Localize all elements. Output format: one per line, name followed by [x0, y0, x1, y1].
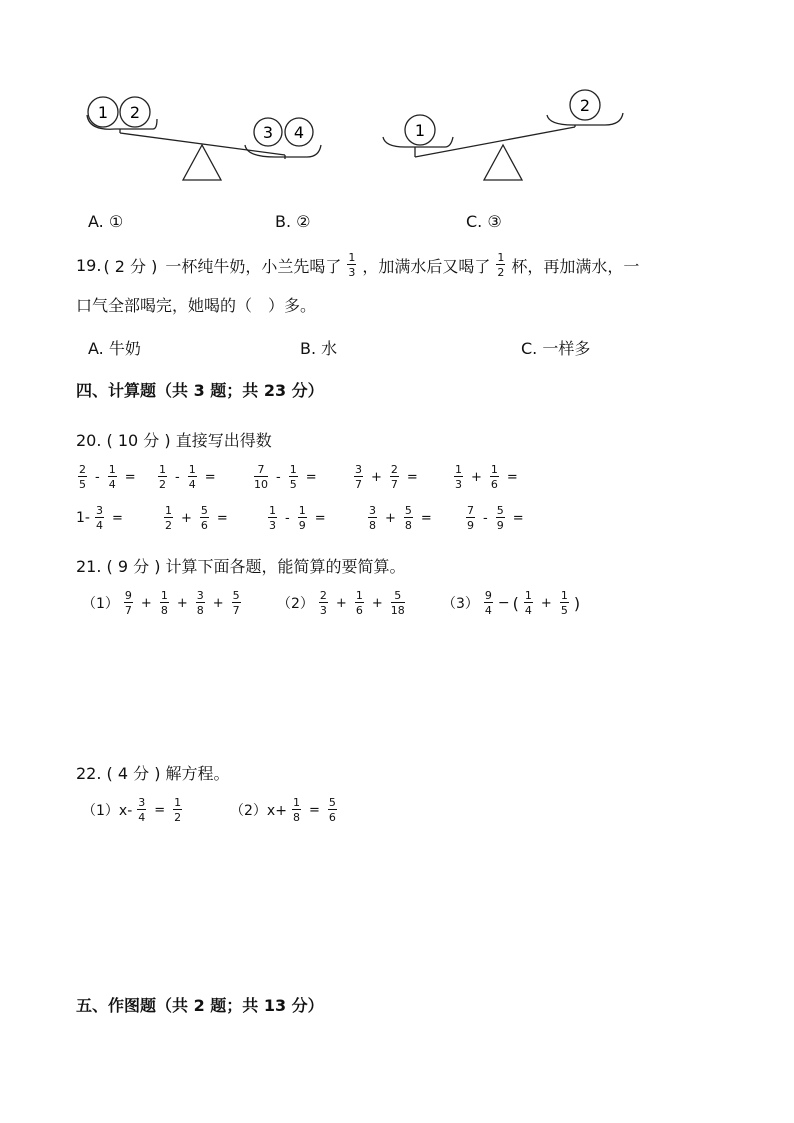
q22-equation-1: （1）x- $\frac{3}{4}$ = $\frac{1}{2}$: [82, 796, 182, 824]
q19-text-c: 杯，再加满水，一: [511, 256, 640, 276]
q19-fraction-2: $\frac{1}{2}$: [497, 251, 505, 279]
q21-heading: 21. ( 9 分 ) 计算下面各题，能简算的要简算。: [76, 557, 406, 576]
q19-line2: 口气全部喝完，她喝的（ ）多。: [76, 296, 317, 315]
q21-part-3: （3） $\frac{9}{4}$ − ( $\frac{1}{4}$ + $\frac{1}{5}$ ): [442, 589, 581, 617]
q22-equation-2: （2）x+ $\frac{1}{8}$ = $\frac{5}{6}$: [230, 796, 336, 824]
q18-option-c: C. ③: [466, 212, 502, 231]
q18-option-a: A. ①: [88, 212, 124, 231]
q19-option-a: A. 牛奶: [88, 339, 141, 358]
q20-heading: 20. ( 10 分 ) 直接写出得数: [76, 431, 272, 450]
q19-number: 19.: [76, 255, 102, 275]
q21-part-1: （1） $\frac{9}{7}$ + $\frac{1}{8}$ + $\frac{3}{8}$ + $\frac{5}{7}$: [82, 589, 240, 617]
ball-3-label: 3: [262, 123, 274, 142]
section-4-title: 四、计算题（共 3 题；共 23 分）: [76, 381, 324, 400]
q20-item-9: $\frac{3}{8}$ + $\frac{5}{8}$ =: [369, 504, 432, 532]
balance-scales-figure: [75, 85, 635, 190]
q20-item-3: $\frac{7}{10}$ - $\frac{1}{5}$ =: [254, 463, 317, 491]
ball-2b-label: 2: [579, 96, 591, 115]
q20-item-7: $\frac{1}{2}$ + $\frac{5}{6}$ =: [165, 504, 228, 532]
q21-part-2: （2） $\frac{2}{3}$ + $\frac{1}{6}$ + $\frac{5}{18}$: [277, 589, 405, 617]
ball-1-label: 1: [97, 103, 109, 122]
q20-item-2: $\frac{1}{2}$ - $\frac{1}{4}$ =: [159, 463, 216, 491]
q22-heading: 22. ( 4 分 ) 解方程。: [76, 764, 230, 783]
q20-item-4: $\frac{3}{7}$ + $\frac{2}{7}$ =: [355, 463, 418, 491]
q19-option-b: B. 水: [300, 339, 338, 358]
q20-item-5: $\frac{1}{3}$ + $\frac{1}{6}$ =: [455, 463, 518, 491]
section-5-title: 五、作图题（共 2 题；共 13 分）: [76, 996, 324, 1015]
ball-2-label: 2: [129, 103, 141, 122]
q19-score: ( 2 分 ): [103, 256, 158, 276]
q20-item-1: $\frac{2}{5}$ - $\frac{1}{4}$ =: [79, 463, 136, 491]
q20-item-6: 1- $\frac{3}{4}$ =: [76, 504, 123, 532]
scale-left: [87, 115, 321, 180]
q19-option-c: C. 一样多: [521, 339, 591, 358]
q18-option-b: B. ②: [275, 212, 311, 231]
ball-1b-label: 1: [414, 121, 426, 140]
ball-4-label: 4: [293, 123, 305, 142]
q19-line1: [76, 252, 639, 278]
q20-item-8: $\frac{1}{3}$ - $\frac{1}{9}$ =: [269, 504, 326, 532]
q19-text-b: ，加满水后又喝了: [362, 256, 491, 276]
q19-text-a: 一杯纯牛奶，小兰先喝了: [165, 256, 342, 276]
q20-item-10: $\frac{7}{9}$ - $\frac{5}{9}$ =: [467, 504, 524, 532]
q19-fraction-1: $\frac{1}{3}$: [348, 251, 356, 279]
